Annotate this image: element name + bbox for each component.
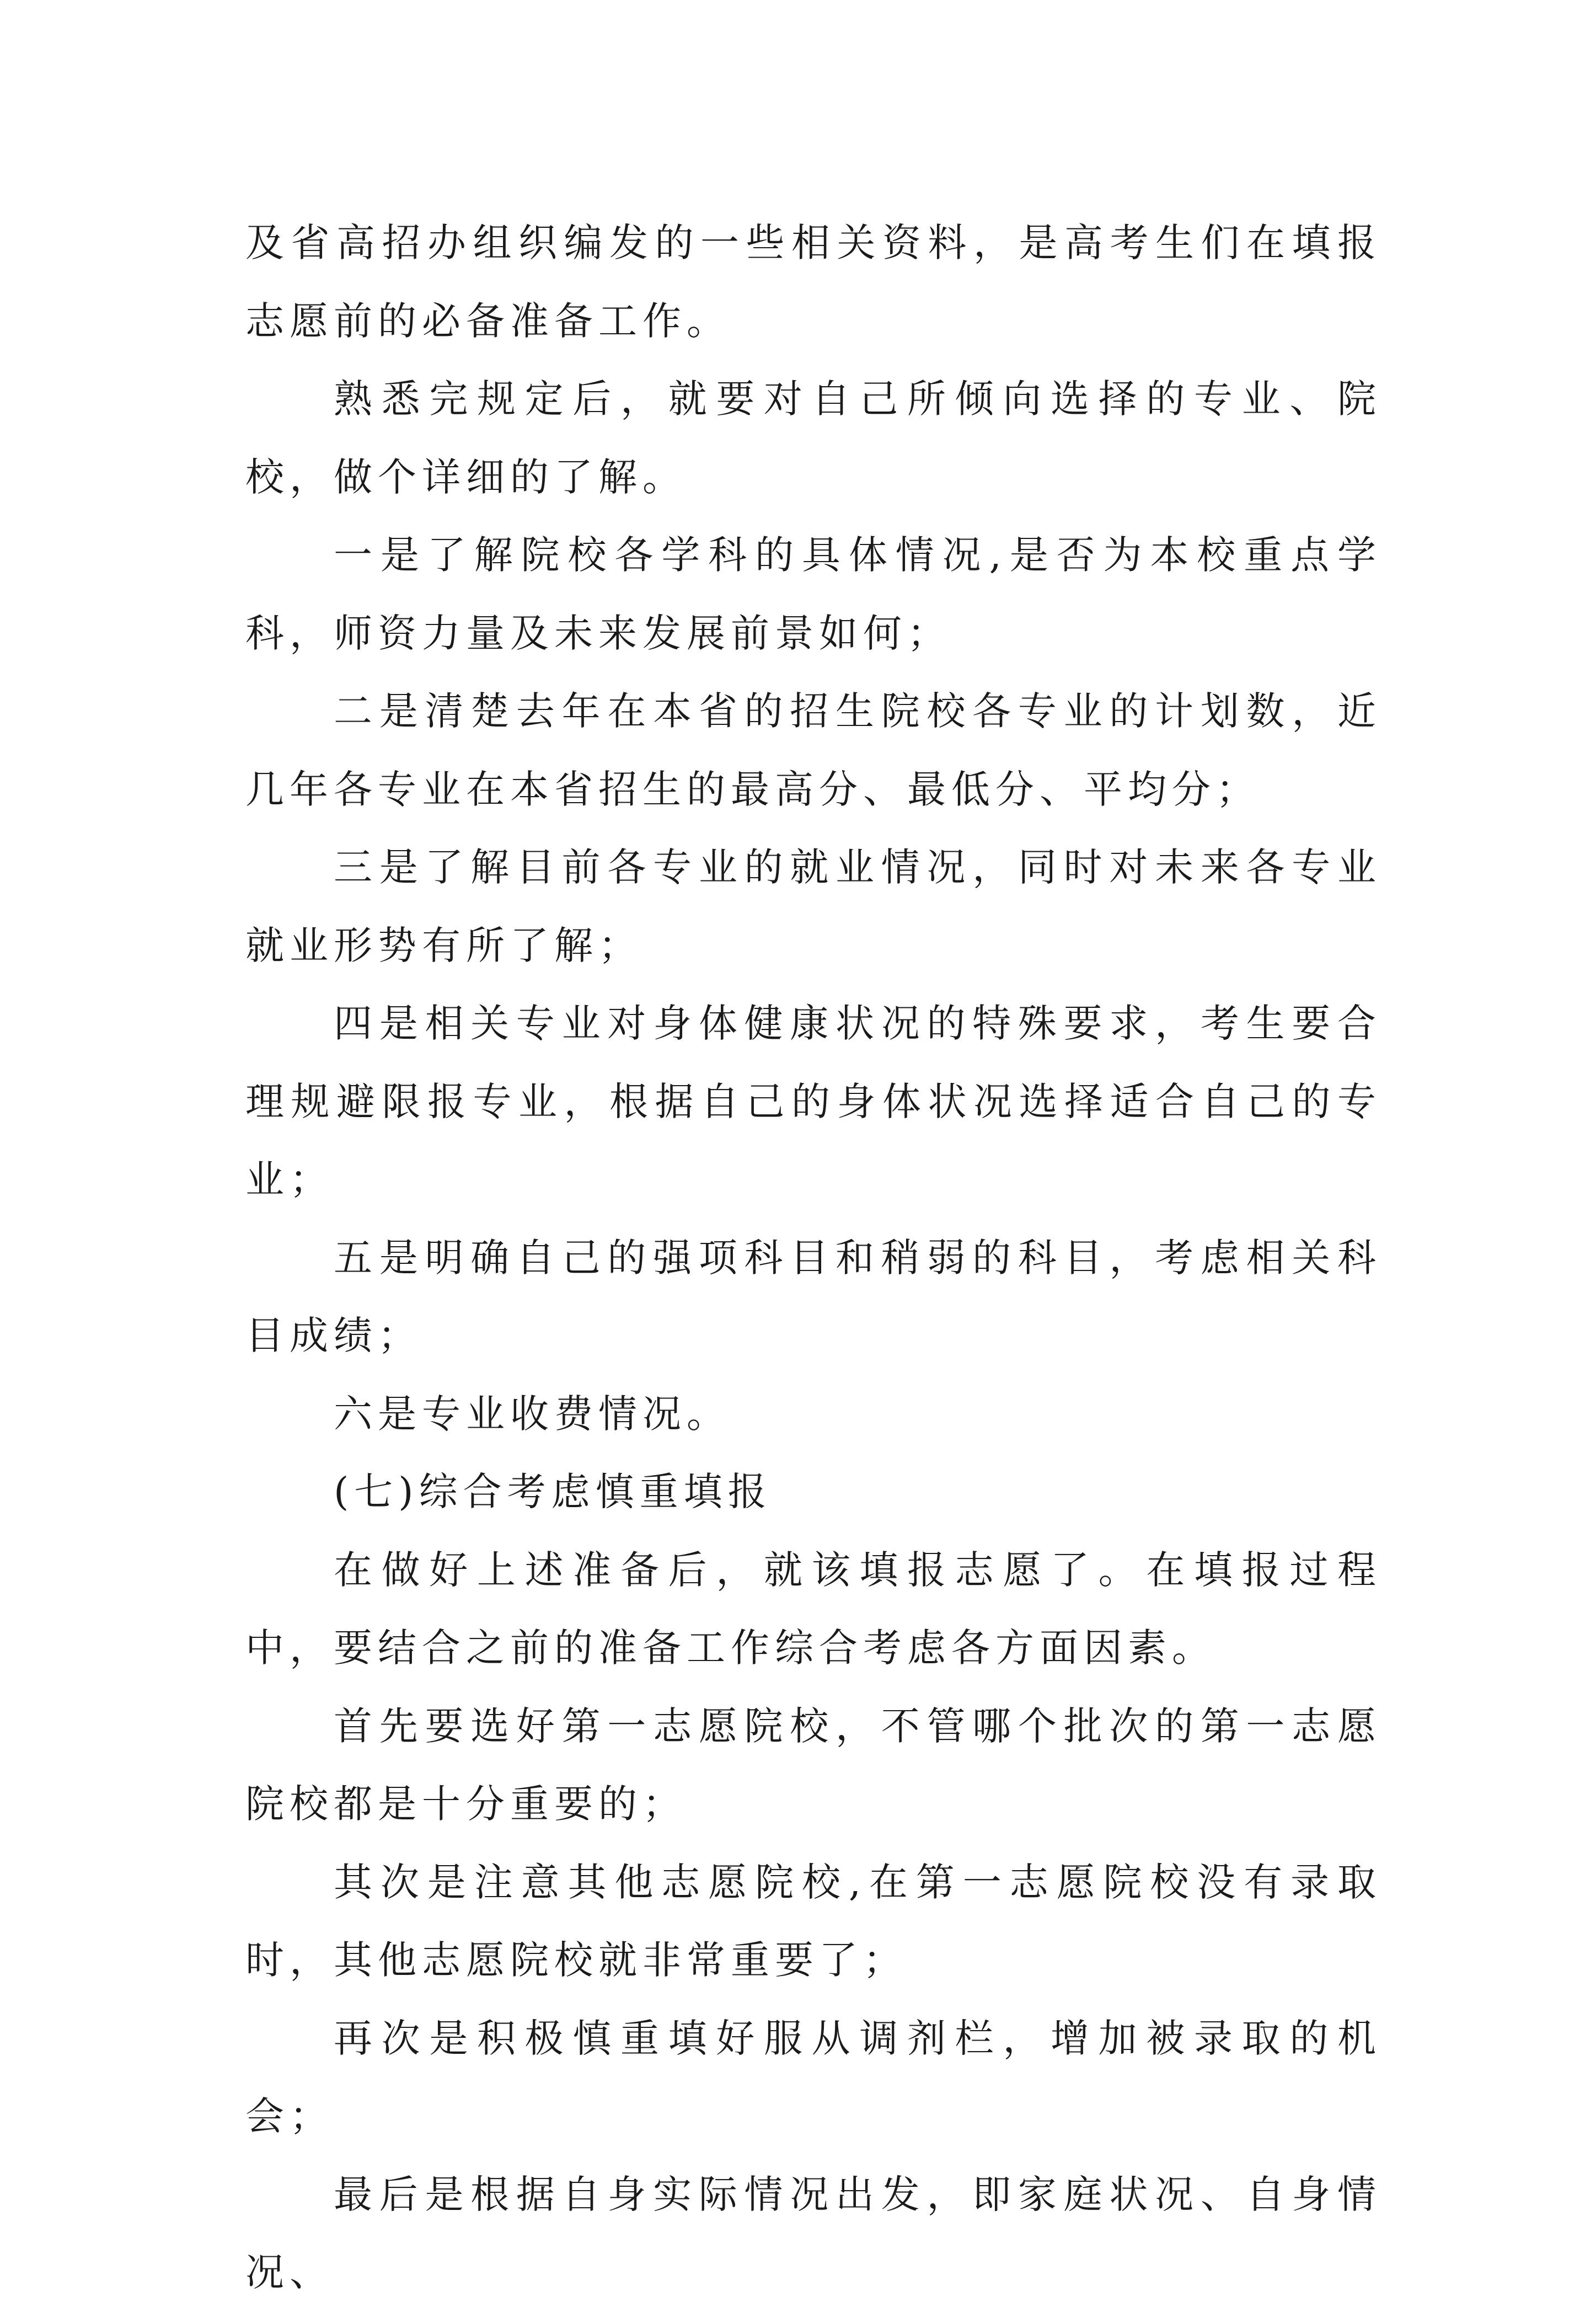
section-heading: (七)综合考虑慎重填报 [334, 1469, 772, 1514]
paragraph: 二是清楚去年在本省的招生院校各专业的计划数，近几年各专业在本省招生的最高分、最低分、平均分； [245, 688, 1381, 812]
paragraph: 六是专业收费情况。 [334, 1391, 731, 1437]
paragraph: 一是了解院校各学科的具体情况,是否为本校重点学科，师资力量及未来发展前景如何； [245, 532, 1381, 656]
paragraph: 及省高招办组织编发的一些相关资料，是高考生们在填报志愿前的必备准备工作。 [245, 220, 1381, 344]
paragraph: 四是相关专业对身体健康状况的特殊要求，考生要合理规避限报专业，根据自己的身体状况选择适合自己的专业； [245, 1001, 1381, 1202]
paragraph: 最后是根据自身实际情况出发，即家庭状况、自身情况、 [245, 2171, 1381, 2295]
paragraph: 五是明确自己的强项科目和稍弱的科目，考虑相关科目成绩； [245, 1235, 1381, 1358]
paragraph: 再次是积极慎重填好服从调剂栏，增加被录取的机会； [245, 2015, 1381, 2139]
paragraph: 首先要选好第一志愿院校，不管哪个批次的第一志愿院校都是十分重要的； [245, 1703, 1381, 1827]
body-text [245, 204, 1381, 2312]
paragraph: 在做好上述准备后，就该填报志愿了。在填报过程中，要结合之前的准备工作综合考虑各方面因素。 [245, 1547, 1381, 1670]
paragraph: 熟悉完规定后，就要对自己所倾向选择的专业、院校，做个详细的了解。 [245, 376, 1381, 500]
paragraph: 三是了解目前各专业的就业情况，同时对未来各专业就业形势有所了解； [245, 845, 1381, 968]
paragraph: 其次是注意其他志愿院校,在第一志愿院校没有录取时，其他志愿院校就非常重要了； [245, 1859, 1381, 1983]
